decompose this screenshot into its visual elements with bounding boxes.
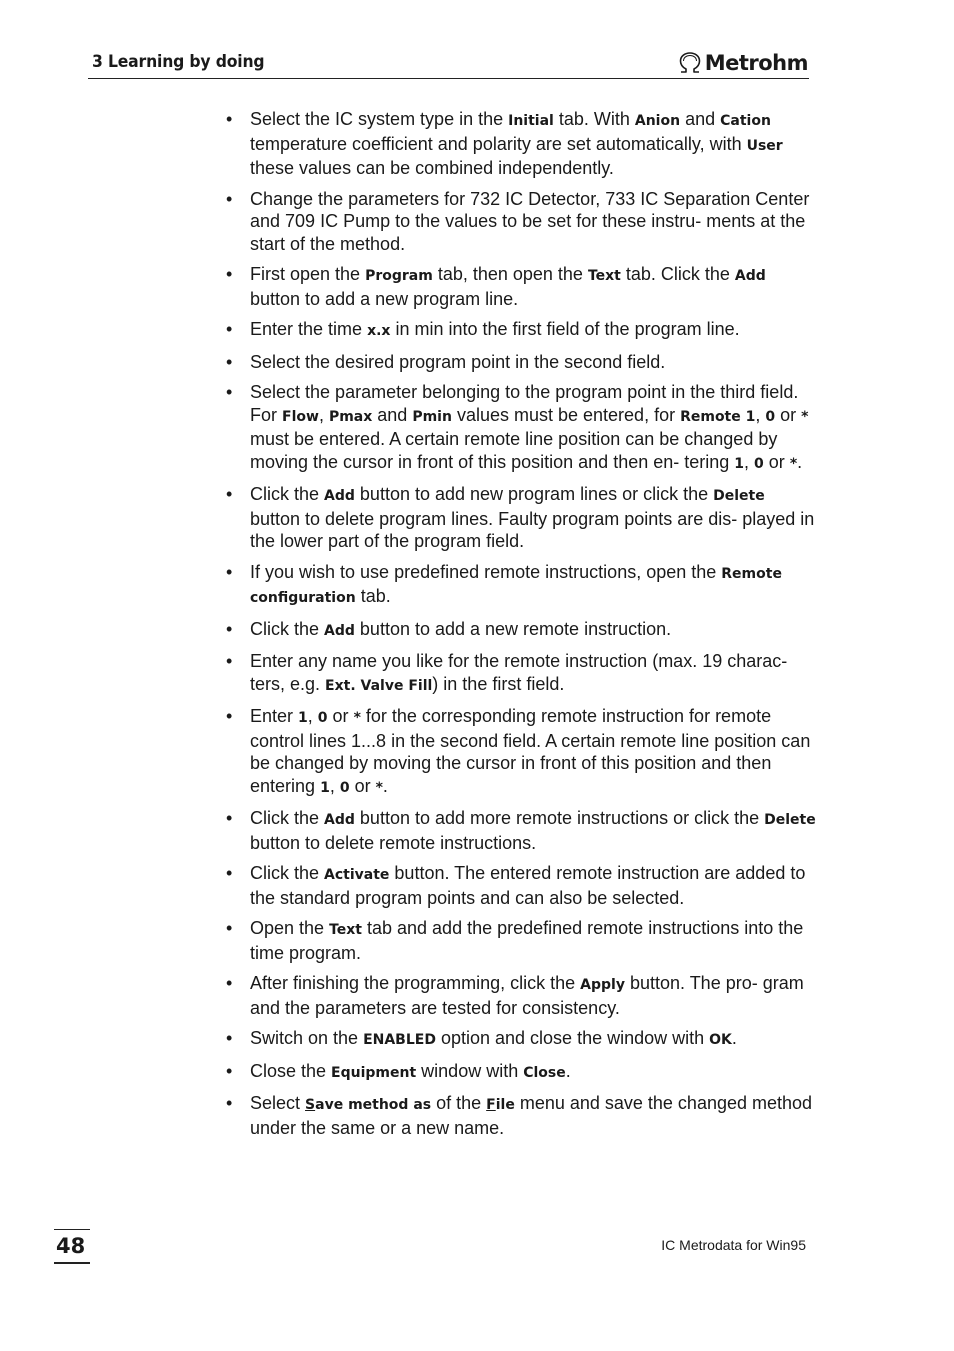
ui-keyword: Remote 1 [680, 408, 756, 425]
ui-keyword: Initial [508, 113, 554, 129]
list-item [226, 351, 816, 374]
text-segment: Click the [250, 618, 325, 639]
text-segment: button. The entered remote instruction are added to the standard program points and can also be selected. [250, 863, 806, 908]
ui-keyword: ave method as [315, 1097, 432, 1113]
text-segment: Click the [250, 808, 325, 828]
list-item [226, 618, 816, 643]
text-segment: Enter [250, 706, 299, 726]
ui-keyword: Delete [764, 812, 816, 828]
list-item [226, 483, 816, 553]
text-segment: button to add new program lines or click the [354, 484, 714, 504]
text-segment: tab. With [553, 109, 635, 129]
text-segment: Select the desired program point in the second field. [250, 351, 666, 372]
footer-product-name: IC Metrodata for Win95 [661, 1237, 806, 1253]
text-segment: for the corresponding remote instruction for remote control lines 1...8 in the second field. A certain remote line position can be changed by moving the cursor in front of this position and then entering [250, 706, 811, 796]
ui-keyword: Apply [580, 977, 625, 993]
header-divider [88, 78, 809, 79]
ui-keyword: Text [587, 268, 621, 284]
text-segment: Click the [250, 484, 325, 504]
text-segment: First open the [250, 264, 366, 284]
text-segment: button to add more remote instructions or click the [354, 808, 765, 828]
chapter-title: 3 Learning by doing [92, 52, 265, 72]
text-segment: . [382, 775, 388, 796]
ui-keyword: Add [324, 812, 355, 828]
ui-keyword: Cation [720, 113, 771, 129]
text-segment: must be entered. A certain remote line position can be changed by moving the cursor in front of this position and then en- tering [250, 429, 778, 472]
ui-keyword: Program [365, 268, 433, 284]
ui-keyword: 1 [298, 710, 308, 726]
text-segment: tab and add the predefined remote instructions into the time program. [250, 918, 804, 963]
text-segment: , [755, 404, 766, 425]
ui-keyword: Activate [324, 867, 390, 883]
ui-keyword: F [486, 1097, 496, 1113]
ui-keyword: Delete [713, 488, 765, 504]
list-item [226, 561, 816, 610]
text-segment: menu and save the changed method under the same or a new name. [250, 1093, 813, 1138]
text-segment: button to delete remote instructions. [250, 832, 537, 853]
ui-keyword: Text [329, 922, 362, 938]
text-segment: Switch on the [250, 1028, 364, 1048]
text-segment: button to add a new program line. [250, 288, 519, 309]
text-segment: Click the [250, 863, 325, 883]
text-segment: these values can be combined independently. [250, 158, 614, 178]
ui-keyword: Flow [282, 408, 319, 425]
logo-wordmark: Metrohm [704, 51, 808, 75]
text-segment: Open the [250, 918, 330, 938]
page-number-rule-bottom [54, 1262, 90, 1264]
text-segment: , [318, 404, 329, 425]
text-segment: Select the parameter belonging to the program point in the third field. For [250, 382, 799, 425]
text-segment: . [731, 1028, 737, 1048]
ui-keyword: S [305, 1097, 316, 1113]
ui-keyword: OK [709, 1032, 732, 1048]
text-segment: . [797, 451, 803, 472]
text-segment: temperature coefficient and polarity are set automatically, with [250, 133, 747, 154]
list-item [226, 1027, 816, 1052]
metrohm-logo [677, 48, 808, 78]
text-segment: or [327, 706, 354, 726]
text-segment: , [329, 775, 340, 796]
list-item [226, 972, 816, 1019]
text-segment: Select [250, 1093, 306, 1113]
list-item [226, 807, 816, 854]
list-item [226, 263, 816, 310]
instruction-content [226, 108, 816, 1147]
ui-keyword: Anion [634, 113, 681, 129]
ui-keyword: 0 [339, 779, 350, 796]
ui-keyword: 0 [765, 408, 776, 425]
text-segment: , [744, 451, 755, 472]
ui-keyword: Close [523, 1064, 566, 1081]
page-number: 48 [56, 1234, 86, 1258]
list-item [226, 650, 816, 697]
ui-keyword: User [746, 137, 783, 154]
text-segment: Select the IC system type in the [250, 109, 509, 129]
list-item [226, 1060, 816, 1085]
ui-keyword: Add [324, 622, 355, 639]
list-item [226, 188, 816, 256]
text-segment: of the [431, 1093, 487, 1113]
list-item [226, 381, 816, 475]
text-segment: values must be entered, for [451, 404, 681, 425]
ui-keyword: 0 [754, 455, 764, 472]
list-item [226, 318, 816, 343]
ui-keyword: ENABLED [363, 1032, 436, 1048]
list-item [226, 1092, 816, 1139]
text-segment: , [307, 706, 318, 726]
text-segment: button to add a new remote instruction. [354, 618, 672, 639]
ui-keyword: ile [495, 1097, 515, 1113]
ui-keyword: Add [324, 488, 355, 504]
ui-keyword: * [353, 710, 361, 726]
ui-keyword: 1 [734, 455, 745, 472]
instruction-list [226, 108, 816, 1139]
text-segment: or [763, 451, 790, 472]
list-item [226, 862, 816, 909]
text-segment: . [565, 1060, 571, 1081]
text-segment: and [680, 109, 721, 129]
text-segment: tab. Click the [620, 264, 735, 284]
text-segment: in min into the first field of the program line. [390, 319, 740, 339]
text-segment: Change the parameters for 732 IC Detector, 733 IC Separation Center and 709 IC Pump to the values to be set for these instru- ments at the start of the method. [250, 188, 810, 254]
ui-keyword: 1 [320, 779, 330, 796]
ui-keyword: * [789, 455, 798, 472]
ui-keyword: Ext. Valve Fill [325, 677, 433, 694]
text-segment: option and close the window with [435, 1028, 710, 1048]
text-segment: tab, then open the [432, 264, 588, 284]
text-segment: After finishing the programming, click the [250, 973, 581, 993]
text-segment: Enter any name you like for the remote instruction (max. 19 charac- ters, e.g. [250, 651, 788, 694]
ui-keyword: 0 [317, 710, 328, 726]
text-segment: and [372, 404, 413, 425]
ui-keyword: x.x [367, 323, 391, 339]
text-segment: or [775, 404, 802, 425]
page-number-rule-top [54, 1229, 90, 1230]
text-segment: If you wish to use predefined remote instructions, open the [250, 561, 722, 582]
ui-keyword: Pmin [412, 408, 452, 425]
ui-keyword: * [375, 779, 383, 796]
page-header [88, 48, 808, 78]
text-segment: button. The pro- gram and the parameters are tested for consistency. [250, 973, 804, 1018]
text-segment: tab. [355, 586, 391, 606]
ui-keyword: Equipment [331, 1064, 417, 1081]
ui-keyword: * [801, 408, 809, 425]
list-item [226, 917, 816, 964]
text-segment: button to delete program lines. Faulty program points are dis- played in the lower part of the program field. [250, 508, 815, 551]
list-item [226, 705, 816, 799]
omega-logo-icon [677, 51, 703, 75]
text-segment: or [349, 775, 376, 796]
text-segment: ) in the first field. [432, 673, 565, 694]
ui-keyword: Pmax [328, 408, 373, 425]
text-segment: Enter the time [250, 319, 368, 339]
text-segment: window with [416, 1060, 524, 1081]
ui-keyword: Add [734, 268, 766, 284]
text-segment: Close the [250, 1060, 332, 1081]
ui-keyword: Remote configuration [250, 565, 782, 606]
list-item [226, 108, 816, 180]
